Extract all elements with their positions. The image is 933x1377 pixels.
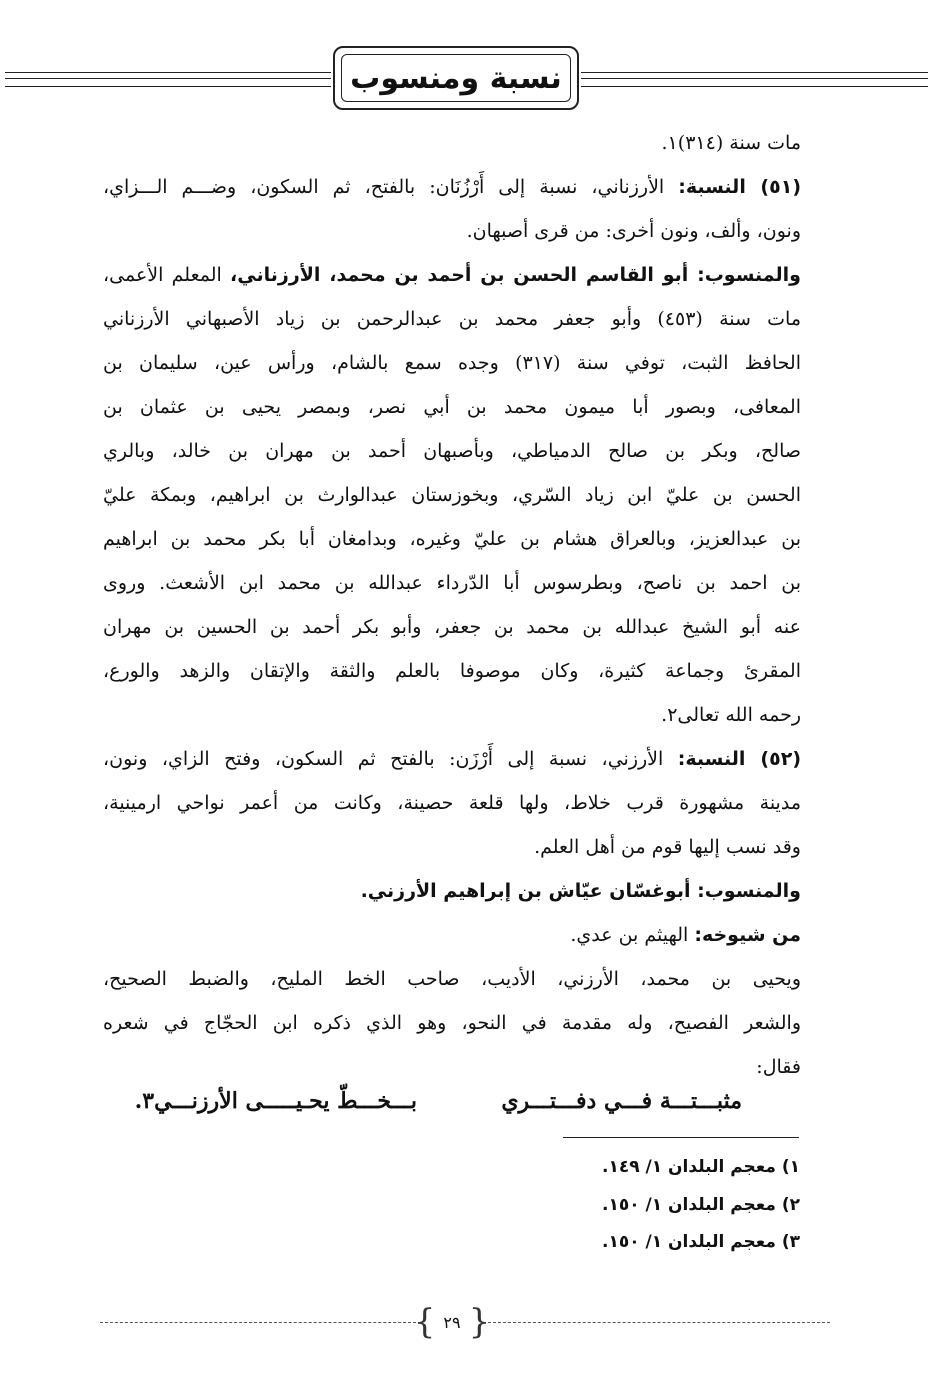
text-line bbox=[103, 605, 801, 649]
text-line bbox=[103, 649, 801, 693]
page-title: نسبة ومنسوب bbox=[350, 60, 562, 96]
text-line bbox=[103, 517, 801, 561]
line-text: الأرزناني، نسبة إلى أَرْزُنَان: بالفتح، ثم السكون، وضـــم الـــزاي، bbox=[103, 176, 679, 198]
text-line bbox=[103, 957, 801, 1001]
text-line bbox=[103, 1001, 801, 1045]
verse-first-hemistich: مثبـــتـــة فـــي دفـــتـــري bbox=[501, 1088, 742, 1114]
footnote-1: ١) معجم البلدان ١/ ١٤٩. bbox=[601, 1157, 800, 1177]
text-line bbox=[103, 341, 801, 385]
text-line bbox=[103, 737, 801, 781]
header-rule-left bbox=[5, 72, 331, 87]
line-text: الحافظ الثبت، توفي سنة (٣١٧) وجده سمع بالشام، ورأس عين، سليمان بن bbox=[103, 352, 801, 374]
text-line bbox=[103, 385, 801, 429]
text-line bbox=[103, 693, 801, 737]
line-text: الهيثم بن عدي. bbox=[570, 924, 695, 946]
body-text bbox=[103, 121, 801, 1089]
line-text: فقال: bbox=[756, 1056, 801, 1078]
footer-rule-left bbox=[100, 1322, 416, 1323]
line-text: والشعر الفصيح، وله مقدمة في النحو، وهو الذي ذكره ابن الحجّاج في شعره bbox=[103, 1012, 801, 1034]
line-text: مات سنة (٣١٤)١. bbox=[661, 132, 801, 154]
text-line bbox=[103, 1045, 801, 1089]
bold-term: (٥١) النسبة: bbox=[678, 176, 801, 198]
line-text: رحمه الله تعالى٢. bbox=[661, 704, 801, 726]
left-brace-ornament: { bbox=[413, 1302, 436, 1342]
header-rule-right bbox=[581, 72, 928, 87]
bold-term: (٥٢) النسبة: bbox=[677, 748, 801, 770]
line-text: مات سنة (٤٥٣) وأبو جعفر محمد بن عبدالرحمن بن زياد الأصبهاني الأرزناني bbox=[103, 308, 801, 330]
line-text: ونون، وألف، ونون أخرى: من قرى أصبهان. bbox=[466, 220, 801, 242]
line-text: صالح، وبكر بن صالح الدمياطي، وبأصبهان أحمد بن مهران بن خالد، وبالري bbox=[103, 440, 801, 462]
text-line bbox=[103, 429, 801, 473]
footnote-separator bbox=[563, 1137, 799, 1138]
line-text: ويحيى بن محمد، الأرزني، الأديب، صاحب الخط المليح، والضبط الصحيح، bbox=[103, 968, 801, 990]
line-text: مدينة مشهورة قرب خلاط، ولها قلعة حصينة، وكانت من أعمر نواحي ارمينية، bbox=[103, 792, 801, 814]
text-line bbox=[103, 121, 801, 165]
line-text: بن عبدالعزيز، وبالعراق هشام بن عليّ وغيره، وبدامغان أبا بكر محمد بن ابراهيم bbox=[103, 528, 801, 550]
header-title-frame bbox=[341, 54, 571, 102]
bold-term: والمنسوب: أبو القاسم الحسن بن أحمد بن محمد، الأرزناني، bbox=[230, 264, 801, 286]
header-title-box bbox=[333, 46, 579, 110]
text-line bbox=[103, 869, 801, 913]
footnote-2: ٢) معجم البلدان ١/ ١٥٠. bbox=[601, 1195, 800, 1215]
text-line bbox=[103, 825, 801, 869]
verse-second-hemistich: بـــخـــطّ يحـيـــــى الأرزنـــي٣. bbox=[134, 1088, 417, 1114]
page-number-ornament bbox=[413, 1302, 491, 1342]
line-text: عنه أبو الشيخ عبدالله بن محمد بن جعفر، وأبو بكر أحمد بن الحسين بن مهران bbox=[103, 616, 801, 638]
text-line bbox=[103, 165, 801, 209]
line-text: بن احمد بن ناصح، وبطرسوس أبا الدّرداء عبدالله بن محمد ابن الأشعث. وروى bbox=[103, 572, 801, 594]
text-line bbox=[103, 209, 801, 253]
text-line bbox=[103, 297, 801, 341]
bold-term: من شيوخه: bbox=[694, 924, 801, 946]
text-line bbox=[103, 913, 801, 957]
text-line bbox=[103, 781, 801, 825]
footer-rule-right bbox=[488, 1322, 830, 1323]
footnote-3: ٣) معجم البلدان ١/ ١٥٠. bbox=[601, 1232, 800, 1252]
line-text: الأرزني، نسبة إلى أَرْزَن: بالفتح ثم السكون، وفتح الزاي، ونون، bbox=[103, 748, 678, 770]
bold-term: والمنسوب: أبوغسّان عيّاش بن إبراهيم الأرزني. bbox=[360, 880, 801, 902]
page-number: ٢٩ bbox=[443, 1312, 461, 1332]
line-text: المعافى، وبصور أبا ميمون محمد بن أبي نصر، وبمصر يحيى بن عثمان بن bbox=[103, 396, 801, 418]
text-line bbox=[103, 253, 801, 297]
line-text: وقد نسب إليها قوم من أهل العلم. bbox=[534, 836, 801, 858]
text-line bbox=[103, 561, 801, 605]
right-brace-ornament: } bbox=[468, 1302, 491, 1342]
text-line bbox=[103, 473, 801, 517]
line-text: الحسن بن عليّ ابن زياد السّري، وبخوزستان عبدالوارث بن ابراهيم، وبمكة عليّ bbox=[103, 484, 801, 506]
line-text: المعلم الأعمى، bbox=[103, 264, 231, 286]
line-text: المقرئ وجماعة كثيرة، وكان موصوفا بالعلم والثقة والإتقان والزهد والورع، bbox=[103, 660, 801, 682]
